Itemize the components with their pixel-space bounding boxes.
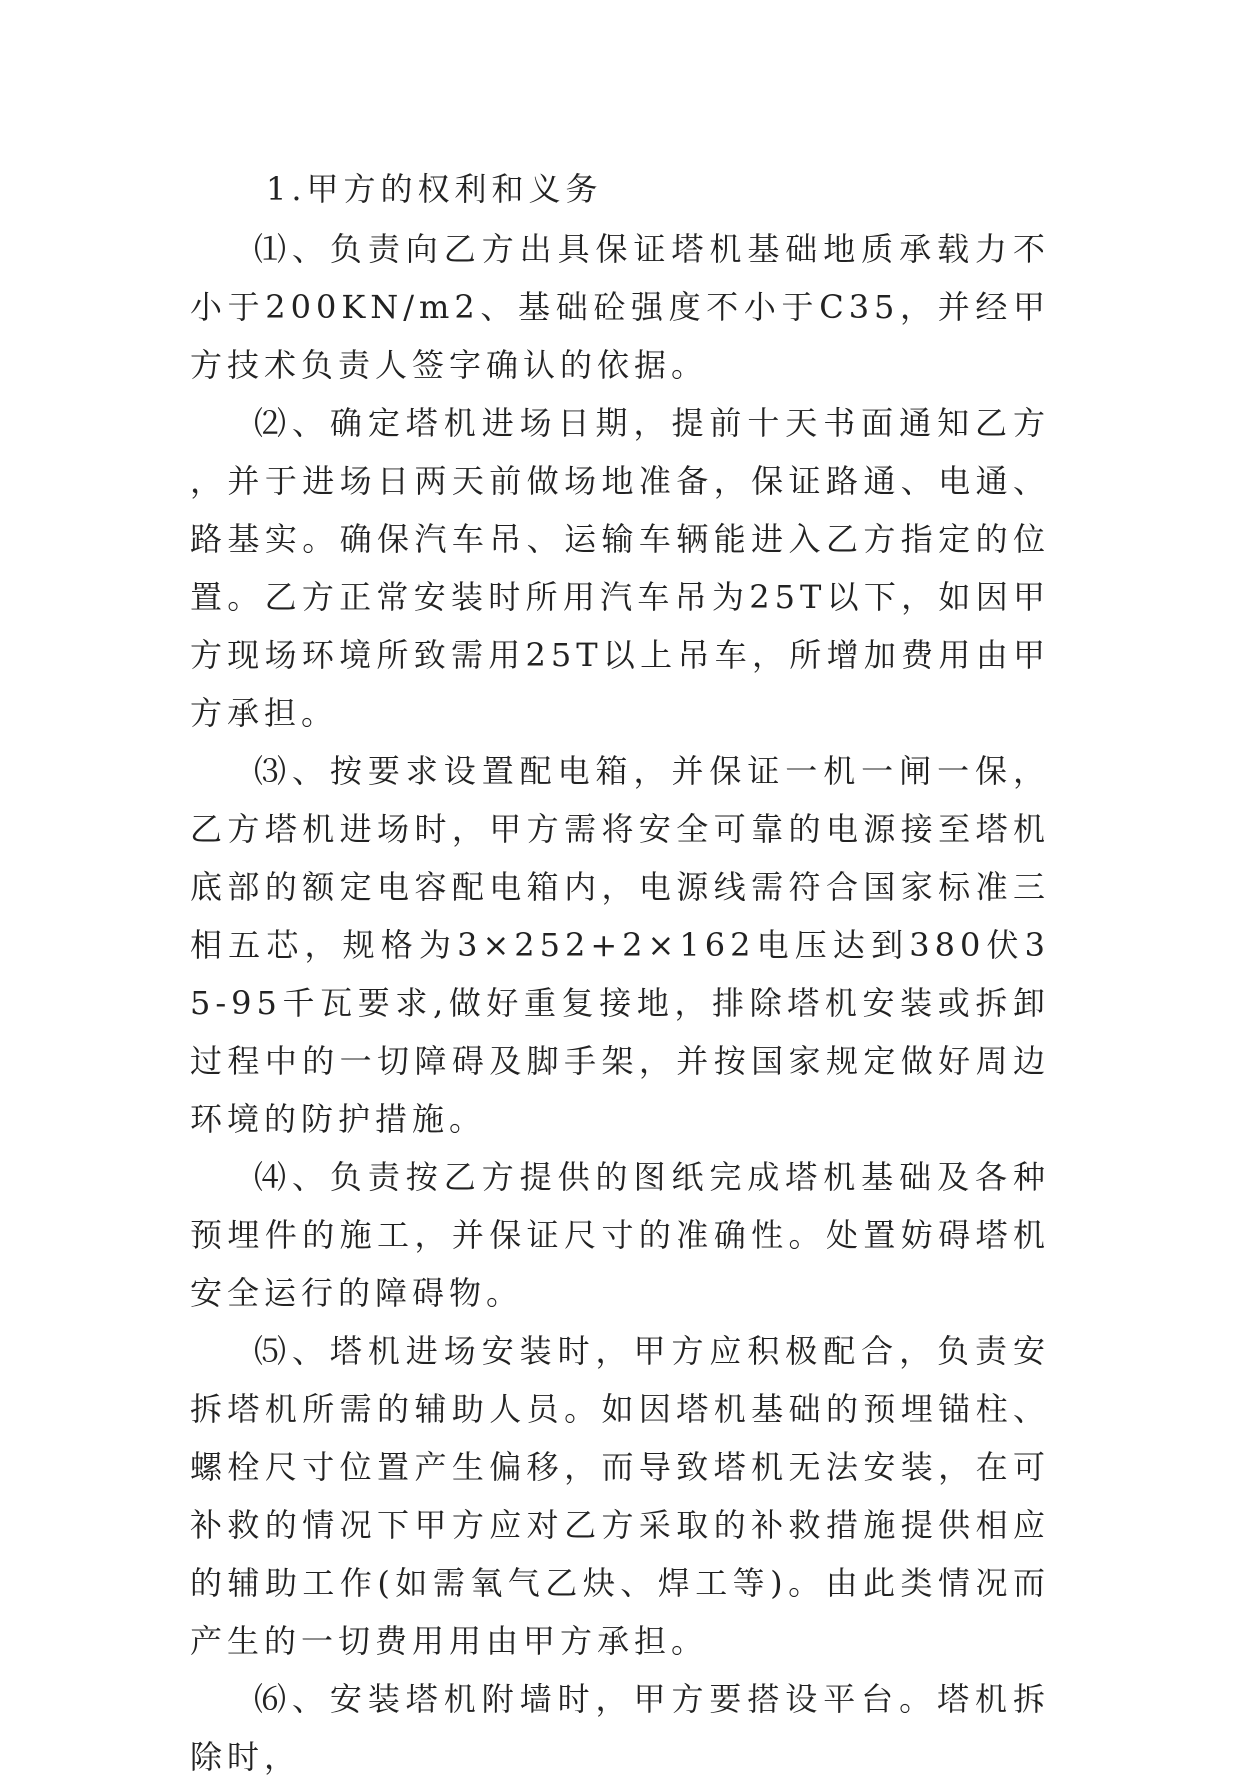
clause-text: 负责向乙方出具保证塔机基础地质承载力不小于200KN/m2、基础砼强度不小于C35，并经甲方技术负责人签字确认的依据。 [190, 230, 1050, 384]
clause-text: 安装塔机附墙时，甲方要搭设平台。塔机拆除时， [190, 1680, 1050, 1776]
clause-5 [190, 1322, 1050, 1670]
clause-number: ⑸、 [254, 1332, 330, 1370]
clause-number: ⑶、 [254, 752, 330, 790]
clause-number: ⑹、 [254, 1680, 330, 1718]
document-body [190, 160, 1050, 1786]
clause-4 [190, 1148, 1050, 1322]
clause-number: ⑴、 [254, 230, 330, 268]
clause-6 [190, 1670, 1050, 1786]
clause-text: 塔机进场安装时，甲方应积极配合，负责安拆塔机所需的辅助人员。如因塔机基础的预埋锚柱、螺栓尺寸位置产生偏移，而导致塔机无法安装，在可补救的情况下甲方应对乙方采取的补救措施提供相应的辅助工作(如需氧气乙炔、焊工等)。由此类情况而产生的一切费用用由甲方承担。 [190, 1332, 1050, 1660]
clause-3 [190, 742, 1050, 1148]
section-heading: 1.甲方的权利和义务 [266, 170, 603, 208]
clause-text: 确定塔机进场日期，提前十天书面通知乙方，并于进场日两天前做场地准备，保证路通、电通、路基实。确保汽车吊、运输车辆能进入乙方指定的位置。乙方正常安装时所用汽车吊为25T以下，如因甲方现场环境所致需用25T以上吊车，所增加费用由甲方承担。 [190, 404, 1050, 732]
clause-2 [190, 394, 1050, 742]
clause-number: ⑷、 [254, 1158, 330, 1196]
clause-text: 按要求设置配电箱，并保证一机一闸一保，乙方塔机进场时，甲方需将安全可靠的电源接至塔机底部的额定电容配电箱内，电源线需符合国家标准三相五芯，规格为3×252+2×162电压达到380伏35-95千瓦要求,做好重复接地，排除塔机安装或拆卸过程中的一切障碍及脚手架，并按国家规定做好周边环境的防护措施。 [190, 752, 1050, 1138]
clause-number: ⑵、 [254, 404, 330, 442]
clause-1 [190, 220, 1050, 394]
clause-text: 负责按乙方提供的图纸完成塔机基础及各种预埋件的施工，并保证尺寸的准确性。处置妨碍塔机安全运行的障碍物。 [190, 1158, 1050, 1312]
